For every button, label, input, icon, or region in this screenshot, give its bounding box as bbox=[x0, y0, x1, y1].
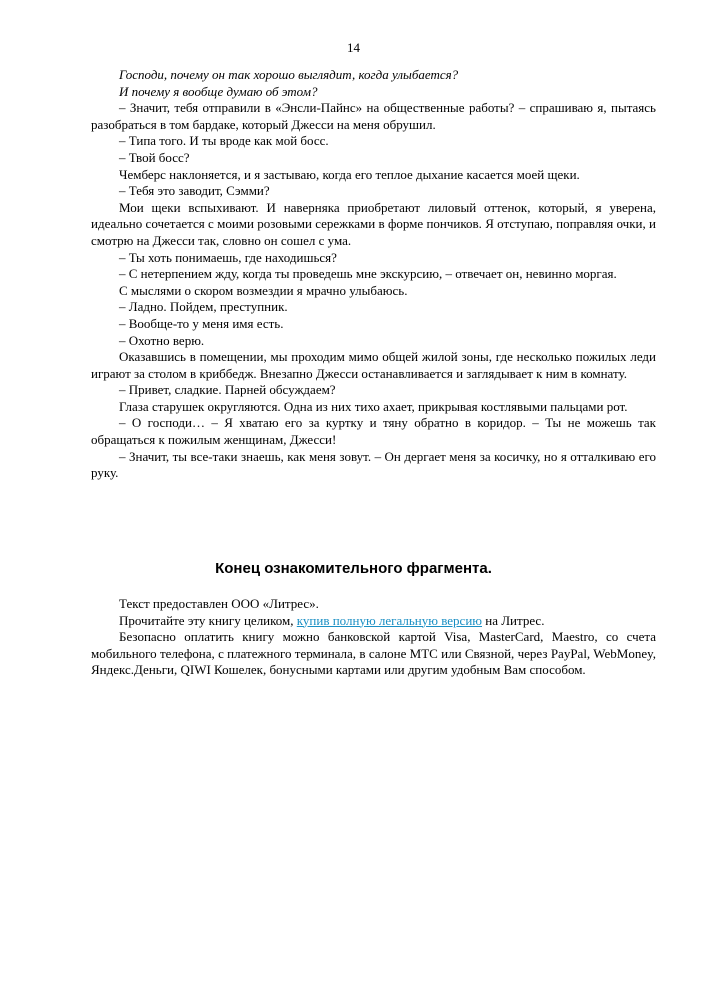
story-paragraph: Оказавшись в помещении, мы проходим мимо общей жилой зоны, где несколько пожилых леди играют за столом в криббедж. Внезапно Джесси останавливается и заглядывает к ним в комнату. bbox=[91, 349, 656, 381]
story-paragraph: – Значит, ты все-таки знаешь, как меня зовут. – Он дергает меня за косичку, но я отталкиваю его руку. bbox=[91, 448, 656, 481]
end-of-fragment-heading: Конец ознакомительного фрагмента. bbox=[215, 560, 492, 577]
story-paragraph: Чемберс наклоняется, и я застываю, когда его теплое дыхание касается моей щеки. bbox=[119, 166, 580, 182]
story-paragraph: С мыслями о скором возмездии я мрачно улыбаюсь. bbox=[119, 282, 408, 298]
story-paragraph: Глаза старушек округляются. Одна из них тихо ахает, прикрывая костлявыми пальцами рот. bbox=[119, 398, 628, 414]
story-paragraph: – Ладно. Пойдем, преступник. bbox=[119, 299, 288, 315]
story-paragraph: И почему я вообще думаю об этом? bbox=[119, 83, 318, 99]
story-paragraph: – Привет, сладкие. Парней обсуждаем? bbox=[119, 382, 336, 398]
story-paragraph: Мои щеки вспыхивают. И наверняка приобретают лиловый оттенок, который, я уверена, идеально сочетается с моими розовыми сережками в форме пончиков. Я отступаю, поправляя очки, и смотрю на Джесси так, словно он сошел с ума. bbox=[91, 199, 656, 248]
story-paragraph: – Тебя это заводит, Сэмми? bbox=[119, 183, 270, 199]
payment-options-text: Безопасно оплатить книгу можно банковской картой Visa, MasterCard, Maestro, со счета мобильного телефона, с платежного терминала, в салоне МТС или Связной, через PayPal, WebMoney, Яндекс.Деньги, QIWI Кошелек, бонусными картами или другим удобным Вам способом. bbox=[91, 629, 656, 678]
story-paragraph: – О господи… – Я хватаю его за куртку и тяну обратно в коридор. – Ты не можешь так обращаться к пожилым женщинам, Джесси! bbox=[91, 415, 656, 448]
page-number: 14 bbox=[347, 40, 360, 55]
provider-note: Текст предоставлен ООО «Литрес». bbox=[119, 596, 319, 611]
buy-line-suffix: на Литрес. bbox=[482, 612, 545, 628]
story-paragraph: – Ты хоть понимаешь, где находишься? bbox=[119, 249, 337, 265]
story-paragraph: – Значит, тебя отправили в «Энсли-Пайнс» на общественные работы? – спрашиваю я, пытаясь разобраться в том бардаке, который Джесси на меня обрушил. bbox=[91, 100, 656, 132]
story-paragraph: – Охотно верю. bbox=[119, 332, 205, 348]
story-paragraph: – С нетерпением жду, когда ты проведешь мне экскурсию, – отвечает он, невинно моргая. bbox=[119, 266, 617, 282]
purchase-info bbox=[91, 596, 656, 679]
buy-line-prefix: Прочитайте эту книгу целиком, bbox=[119, 612, 297, 628]
story-text bbox=[91, 67, 656, 482]
buy-full-version-link[interactable]: купив полную легальную версию bbox=[296, 612, 482, 628]
story-paragraph: Господи, почему он так хорошо выглядит, когда улыбается? bbox=[119, 67, 459, 82]
story-paragraph: – Твой босс? bbox=[119, 149, 190, 165]
story-paragraph: – Вообще-то у меня имя есть. bbox=[119, 315, 284, 331]
buy-full-version-line bbox=[91, 613, 656, 630]
story-paragraph: – Типа того. И ты вроде как мой босс. bbox=[119, 133, 329, 149]
